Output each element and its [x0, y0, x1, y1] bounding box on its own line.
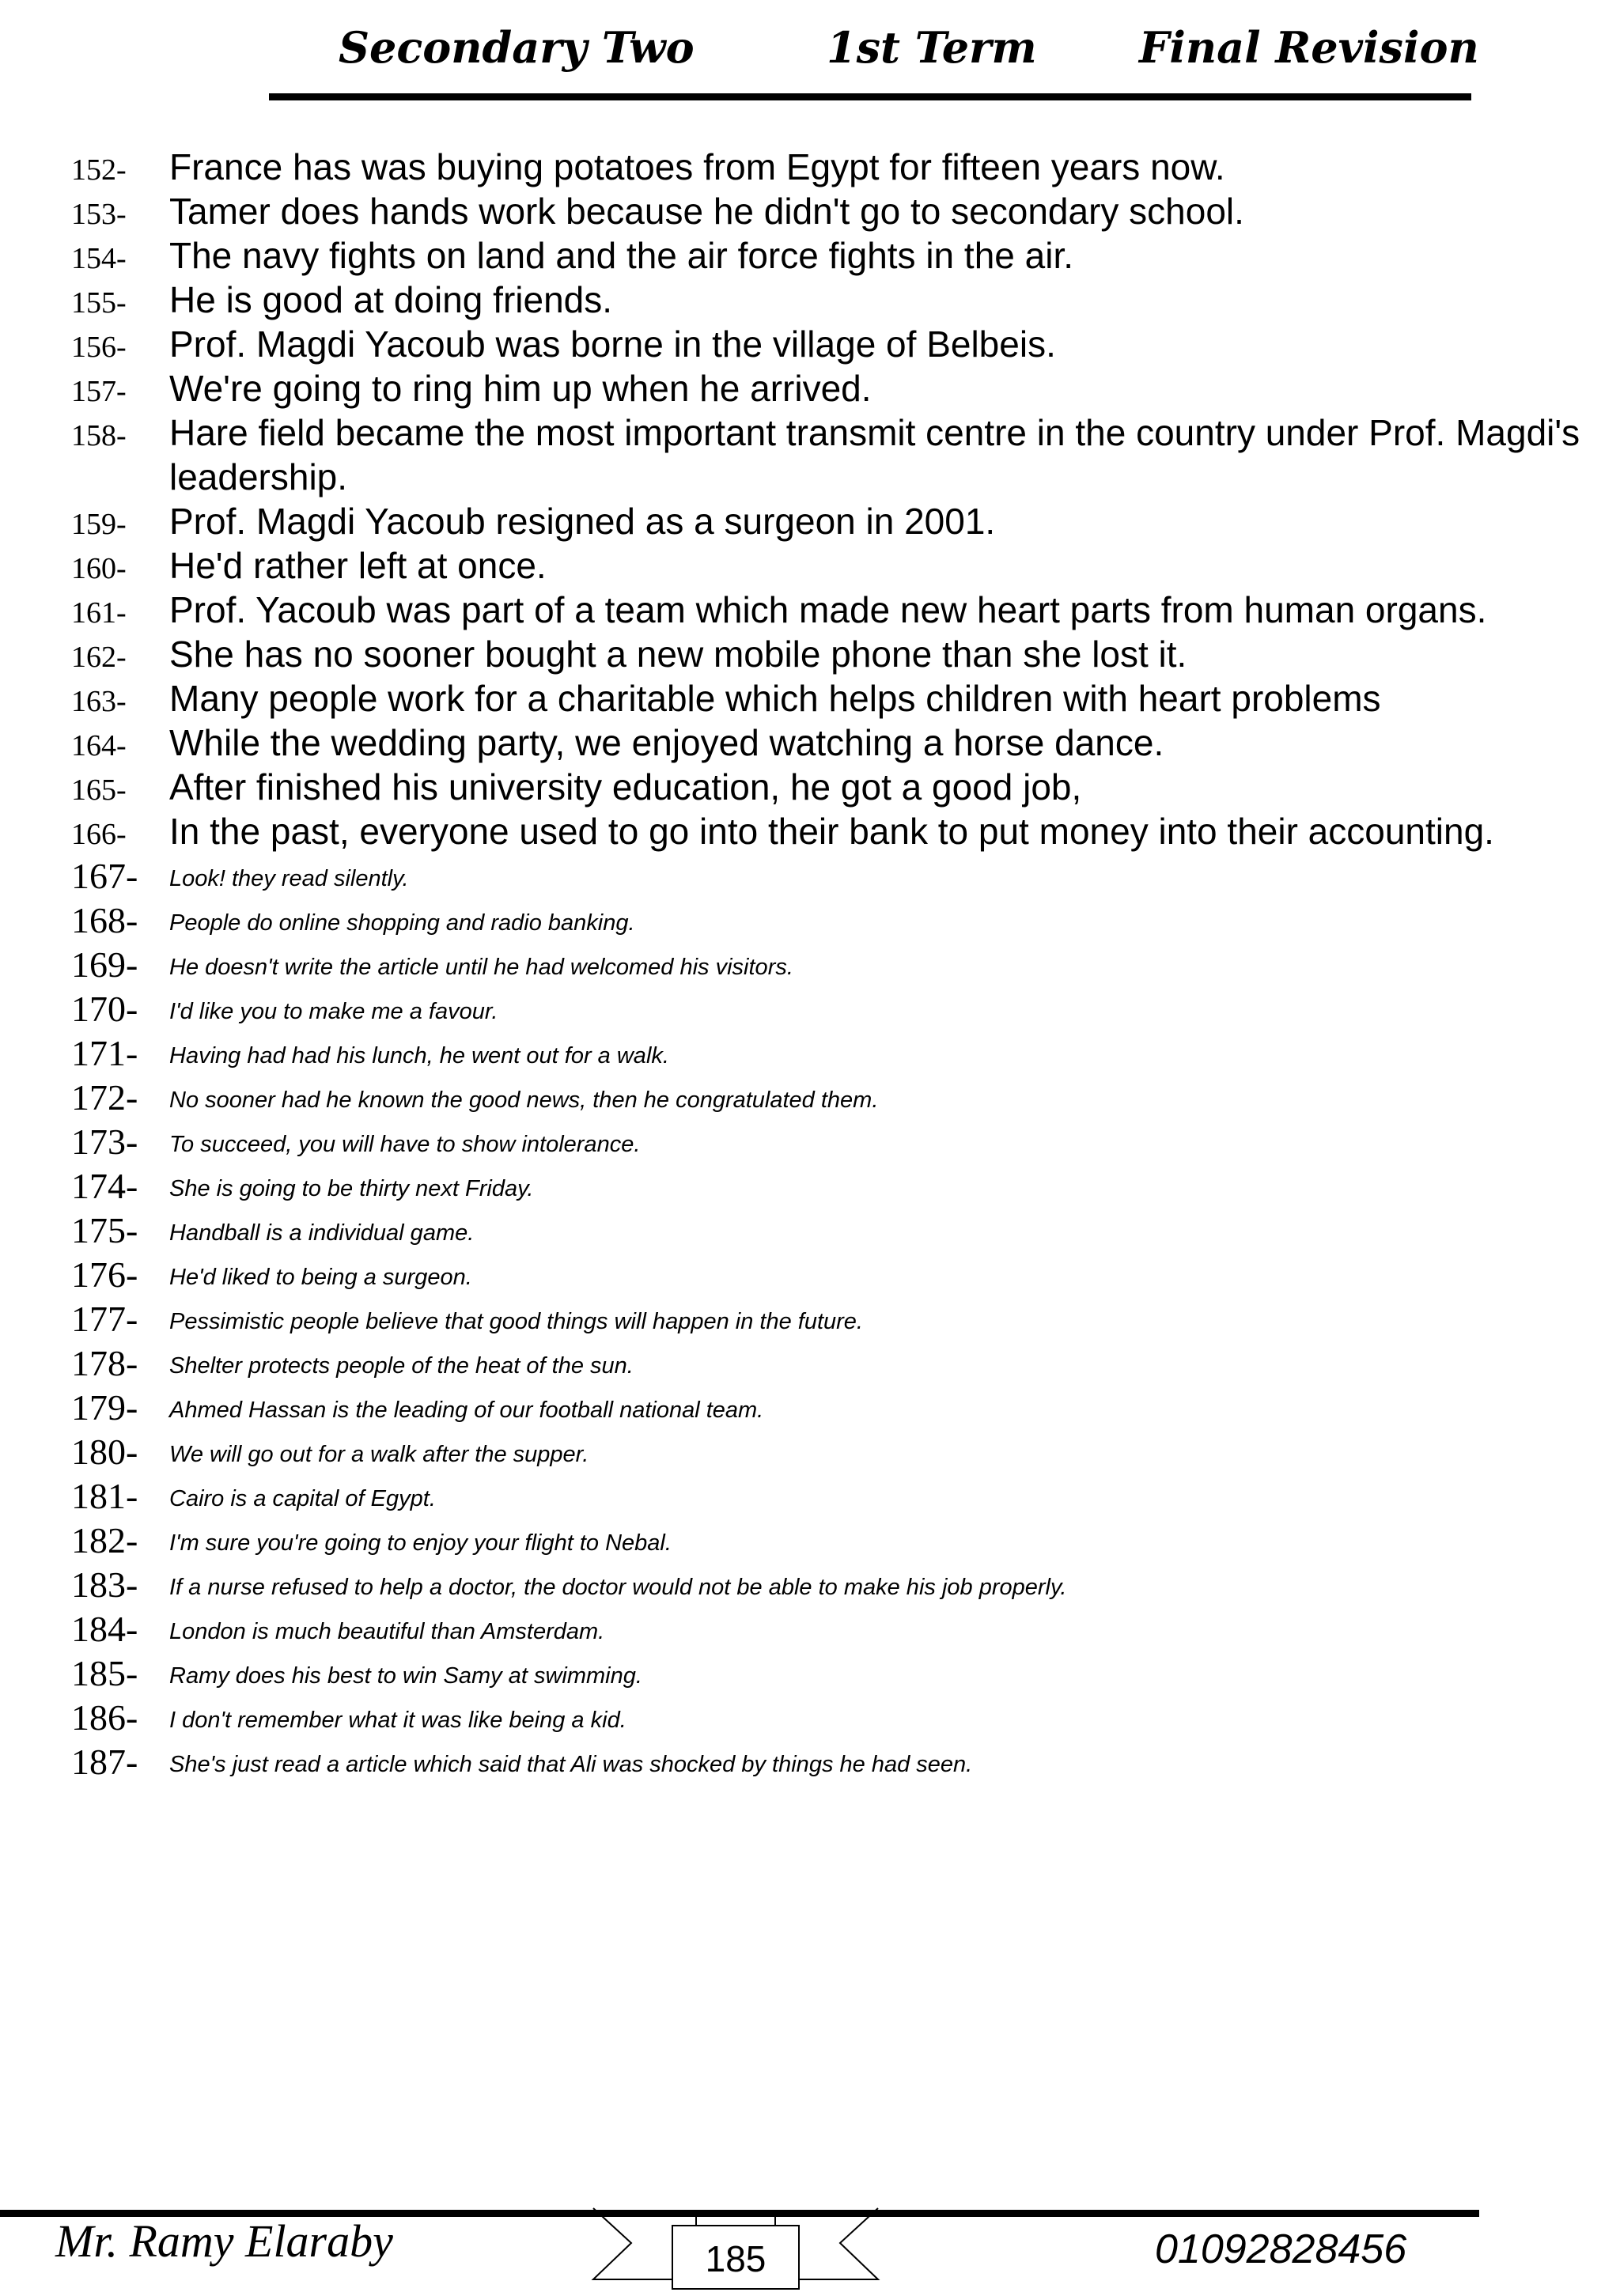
question-item [0, 809, 1620, 853]
question-text: I don't remember what it was like being a kid. [169, 1708, 626, 1733]
question-item [0, 233, 1620, 278]
question-text: Pessimistic people believe that good things will happen in the future. [169, 1309, 863, 1334]
question-number: 179- [71, 1387, 138, 1428]
question-item [0, 366, 1620, 410]
question-text: Hare field became the most important transmit centre in the country under Prof. Magdi's leadership. [169, 412, 1580, 497]
question-number: 153- [71, 198, 127, 231]
header-grade: Secondary Two [339, 22, 695, 73]
question-text: Handball is a individual game. [169, 1220, 475, 1246]
question-text: She is going to be thirty next Friday. [169, 1176, 534, 1201]
question-text: We're going to ring him up when he arrived. [169, 368, 872, 409]
question-item [0, 1031, 1620, 1075]
question-item [0, 765, 1620, 809]
question-item [0, 278, 1620, 322]
question-number: 161- [71, 596, 127, 630]
question-item [0, 1252, 1620, 1296]
question-text: She's just read a article which said that Ali was shocked by things he had seen. [169, 1752, 973, 1777]
question-number: 169- [71, 944, 138, 985]
question-number: 165- [71, 774, 127, 807]
question-text: He'd liked to being a surgeon. [169, 1265, 472, 1290]
question-number: 167- [71, 856, 138, 896]
question-item [0, 1606, 1620, 1651]
question-item [0, 632, 1620, 676]
question-text: No sooner had he known the good news, then he congratulated them. [169, 1087, 879, 1113]
question-item [0, 721, 1620, 765]
question-text: We will go out for a walk after the supper. [169, 1442, 589, 1467]
question-number: 163- [71, 685, 127, 718]
question-text: Prof. Magdi Yacoub resigned as a surgeon in 2001. [169, 501, 996, 542]
question-text: The navy fights on land and the air force fights in the air. [169, 235, 1074, 276]
question-text: Cairo is a capital of Egypt. [169, 1486, 436, 1511]
question-text: After finished his university education, he got a good job, [169, 766, 1082, 808]
question-text: France has was buying potatoes from Egypt for fifteen years now. [169, 146, 1225, 187]
question-text: He'd rather left at once. [169, 545, 547, 586]
question-text: Tamer does hands work because he didn't go to secondary school. [169, 191, 1244, 232]
question-number: 173- [71, 1122, 138, 1162]
header-rule [269, 93, 1471, 100]
question-item [0, 1651, 1620, 1695]
question-text: He is good at doing friends. [169, 279, 613, 320]
question-number: 155- [71, 286, 127, 320]
question-text: Ramy does his best to win Samy at swimming. [169, 1663, 642, 1689]
question-item [0, 1163, 1620, 1208]
question-list [0, 145, 1620, 1783]
question-item [0, 1739, 1620, 1783]
question-item [0, 1119, 1620, 1163]
question-number: 162- [71, 641, 127, 674]
question-item [0, 543, 1620, 588]
question-number: 157- [71, 375, 127, 408]
question-text: If a nurse refused to help a doctor, the doctor would not be able to make his job properly. [169, 1575, 1067, 1600]
question-text: Look! they read silently. [169, 866, 409, 891]
question-number: 181- [71, 1476, 138, 1516]
question-text: People do online shopping and radio banking. [169, 910, 635, 936]
question-item [0, 1695, 1620, 1739]
question-number: 187- [71, 1742, 138, 1782]
question-item [0, 1385, 1620, 1429]
question-text: While the wedding party, we enjoyed watching a horse dance. [169, 722, 1164, 763]
question-number: 180- [71, 1432, 138, 1472]
question-number: 152- [71, 153, 127, 187]
question-item [0, 588, 1620, 632]
question-text: Many people work for a charitable which helps children with heart problems [169, 678, 1381, 719]
question-item [0, 1518, 1620, 1562]
question-text: She has no sooner bought a new mobile phone than she lost it. [169, 634, 1187, 675]
page-header [269, 0, 1479, 103]
question-text: I'm sure you're going to enjoy your flight to Nebal. [169, 1530, 672, 1556]
question-text: Ahmed Hassan is the leading of our football national team. [169, 1398, 764, 1423]
question-item [0, 1208, 1620, 1252]
question-number: 172- [71, 1077, 138, 1118]
question-item [0, 145, 1620, 189]
question-item [0, 499, 1620, 543]
question-text: London is much beautiful than Amsterdam. [169, 1619, 605, 1644]
question-number: 174- [71, 1166, 138, 1206]
question-text: I'd like you to make me a favour. [169, 999, 498, 1024]
question-text: In the past, everyone used to go into their bank to put money into their accounting. [169, 811, 1494, 852]
question-number: 178- [71, 1343, 138, 1383]
question-number: 175- [71, 1210, 138, 1250]
question-item [0, 1296, 1620, 1341]
question-text: To succeed, you will have to show intolerance. [169, 1132, 641, 1157]
question-number: 183- [71, 1564, 138, 1605]
question-number: 182- [71, 1520, 138, 1560]
question-item [0, 410, 1620, 499]
question-number: 154- [71, 242, 127, 275]
question-item [0, 189, 1620, 233]
question-number: 185- [71, 1653, 138, 1693]
question-item [0, 322, 1620, 366]
question-number: 168- [71, 900, 138, 940]
question-item [0, 898, 1620, 942]
question-item [0, 1562, 1620, 1606]
question-item [0, 1341, 1620, 1385]
question-number: 159- [71, 508, 127, 541]
question-number: 164- [71, 729, 127, 762]
question-item [0, 676, 1620, 721]
question-number: 186- [71, 1697, 138, 1738]
question-number: 158- [71, 419, 127, 452]
question-item [0, 1473, 1620, 1518]
question-item [0, 1429, 1620, 1473]
footer-phone: 01092828456 [1155, 2226, 1407, 2272]
question-text: Prof. Yacoub was part of a team which made new heart parts from human organs. [169, 589, 1487, 630]
question-number: 156- [71, 331, 127, 364]
footer-author: Mr. Ramy Elaraby [55, 2215, 393, 2267]
header-term: 1st Term [827, 22, 1037, 73]
question-number: 176- [71, 1254, 138, 1295]
question-number: 170- [71, 989, 138, 1029]
question-text: He doesn't write the article until he had welcomed his visitors. [169, 955, 793, 980]
question-item [0, 986, 1620, 1031]
question-item [0, 853, 1620, 898]
question-text: Having had had his lunch, he went out for a walk. [169, 1043, 669, 1069]
question-item [0, 1075, 1620, 1119]
question-number: 177- [71, 1299, 138, 1339]
question-text: Prof. Magdi Yacoub was borne in the village of Belbeis. [169, 323, 1056, 365]
question-number: 160- [71, 552, 127, 585]
question-number: 184- [71, 1609, 138, 1649]
question-number: 171- [71, 1033, 138, 1073]
question-item [0, 942, 1620, 986]
header-title: Final Revision [1139, 22, 1479, 73]
question-text: Shelter protects people of the heat of the sun. [169, 1353, 634, 1379]
page-number-badge [585, 2207, 886, 2292]
page-number: 185 [705, 2238, 766, 2279]
question-number: 166- [71, 818, 127, 851]
